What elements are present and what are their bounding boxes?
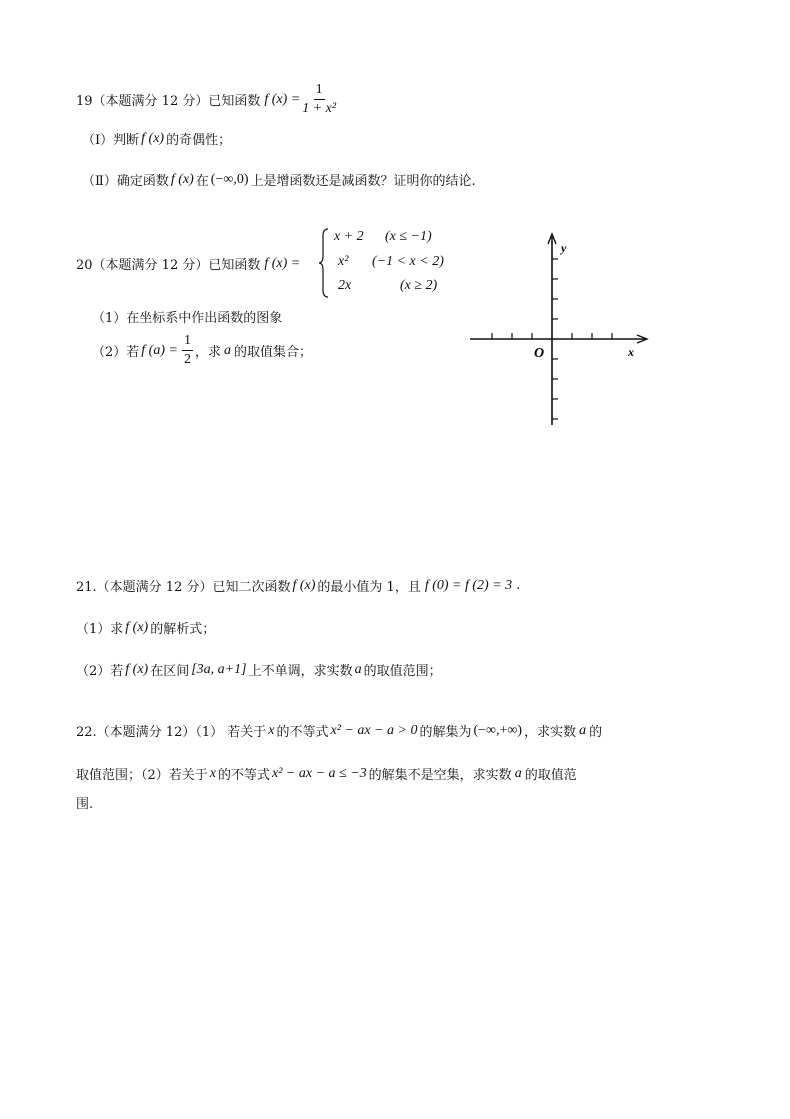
q20-coordinate-axes <box>465 230 650 430</box>
q20-fx: f (x) = <box>264 255 301 271</box>
q20-part1 <box>92 307 282 326</box>
q22-line2 <box>76 764 577 783</box>
q20-piecewise-brace <box>318 228 330 298</box>
q19-part1 <box>82 129 231 148</box>
q20-part2-var: a <box>223 342 231 358</box>
q22-l1-text-a: 22.（本题满分 12）（1） 若关于 <box>76 725 267 740</box>
q20-part2-label: （2）若 <box>92 345 140 360</box>
q22-l1-set: (−∞,+∞) <box>473 722 523 738</box>
q22-l2-text-d: 的取值范 <box>524 768 577 783</box>
q22-l3-text: 围. <box>76 797 94 812</box>
q19-part2 <box>82 170 476 189</box>
q22-l2-text-a: 取值范围；（2）若关于 <box>76 768 208 783</box>
q20-case2-expr: x² <box>338 254 349 269</box>
q19-part2-interval: (−∞,0) <box>210 171 249 187</box>
q20-case3-cond: (x ≥ 2) <box>400 278 438 293</box>
q22-l1-text-c: 的解集为 <box>419 725 472 740</box>
y-axis-label: y <box>561 241 567 255</box>
q22-l2-x: x <box>209 765 216 781</box>
q22-l2-var: a <box>514 765 522 781</box>
q21-part2-interval: [3a, a+1] <box>191 661 247 677</box>
q20-part2-text-b: 的取值集合； <box>233 345 312 360</box>
q21-part2-fx: f (x) <box>125 661 149 677</box>
q20-part2-text-a: ，求 <box>194 345 221 360</box>
q19-fx: f (x) = <box>264 91 301 107</box>
q19-part2-text-b: 上是增函数还是减函数？证明你的结论. <box>250 174 476 189</box>
q21-part1-label: （1）求 <box>76 622 124 637</box>
q21-part2-text-a: 在区间 <box>150 664 190 679</box>
x-axis-label: x <box>628 345 634 359</box>
q21-part2 <box>76 660 442 679</box>
q19-part2-label: （Ⅱ）确定函数 <box>82 174 169 189</box>
q21-fx: f (x) <box>292 577 316 593</box>
q21-part1 <box>76 618 215 637</box>
q22-l2-inequality: x² − ax − a ≤ −3 <box>272 765 367 781</box>
q21-part2-text-c: 的取值范围； <box>363 664 442 679</box>
q21-part2-var: a <box>354 661 362 677</box>
q19-frac-num: 1 <box>314 82 325 100</box>
q22-l1-text-e: 的 <box>589 725 603 740</box>
q21-stem <box>76 576 520 595</box>
q20-lead: 20（本题满分 12 分）已知函数 <box>76 258 261 273</box>
q20-case3-expr: 2x <box>338 278 352 293</box>
q22-line3 <box>76 793 93 812</box>
q21-part2-label: （2）若 <box>76 664 124 679</box>
q19-part2-text-a: 在 <box>195 174 209 189</box>
q20-part2-num: 1 <box>182 333 193 351</box>
q19-stem <box>76 82 338 117</box>
q21-part2-text-b: 上不单调，求实数 <box>248 664 353 679</box>
q21-end: . <box>516 578 521 593</box>
q20-part2-den: 2 <box>183 352 191 367</box>
q19-part2-fx: f (x) <box>170 171 194 187</box>
q21-part1-fx: f (x) <box>125 619 149 635</box>
q21-mid: 的最小值为 1，且 <box>317 580 421 595</box>
q20-part2 <box>92 333 312 368</box>
q22-l1-inequality: x² − ax − a > 0 <box>330 722 418 738</box>
q19-part1-label: （I）判断 <box>82 133 140 148</box>
q21-lead: 21.（本题满分 12 分）已知二次函数 <box>76 580 291 595</box>
q20-stem <box>76 254 300 273</box>
q20-part2-fa: f (a) = <box>141 342 178 358</box>
q19-part1-fx: f (x) <box>141 130 165 146</box>
q22-l1-text-b: 的不等式 <box>276 725 329 740</box>
q20-case2-cond: (−1 < x < 2) <box>372 254 444 269</box>
q20-part2-fraction <box>182 333 193 368</box>
q19-lead: 19（本题满分 12 分）已知函数 <box>76 94 261 109</box>
q20-case1-cond: (x ≤ −1) <box>385 229 432 244</box>
q19-frac-den: 1 + x² <box>302 101 337 116</box>
q22-l2-text-c: 的解集不是空集，求实数 <box>368 768 512 783</box>
q21-part1-text: 的解析式； <box>150 622 216 637</box>
q20-part1-text: （1）在坐标系中作出函数的图象 <box>92 311 283 326</box>
q22-l2-text-b: 的不等式 <box>218 768 271 783</box>
q19-fraction <box>302 82 336 117</box>
q22-l1-text-d: ，求实数 <box>524 725 577 740</box>
q19-part1-text: 的奇偶性； <box>166 133 232 148</box>
origin-label: O <box>534 346 545 361</box>
q20-case1-expr: x + 2 <box>334 229 364 244</box>
q22-l1-x: x <box>268 722 275 738</box>
q21-cond: f (0) = f (2) = 3 <box>424 577 513 593</box>
q22-l1-var: a <box>579 722 587 738</box>
q22-line1 <box>76 721 602 740</box>
